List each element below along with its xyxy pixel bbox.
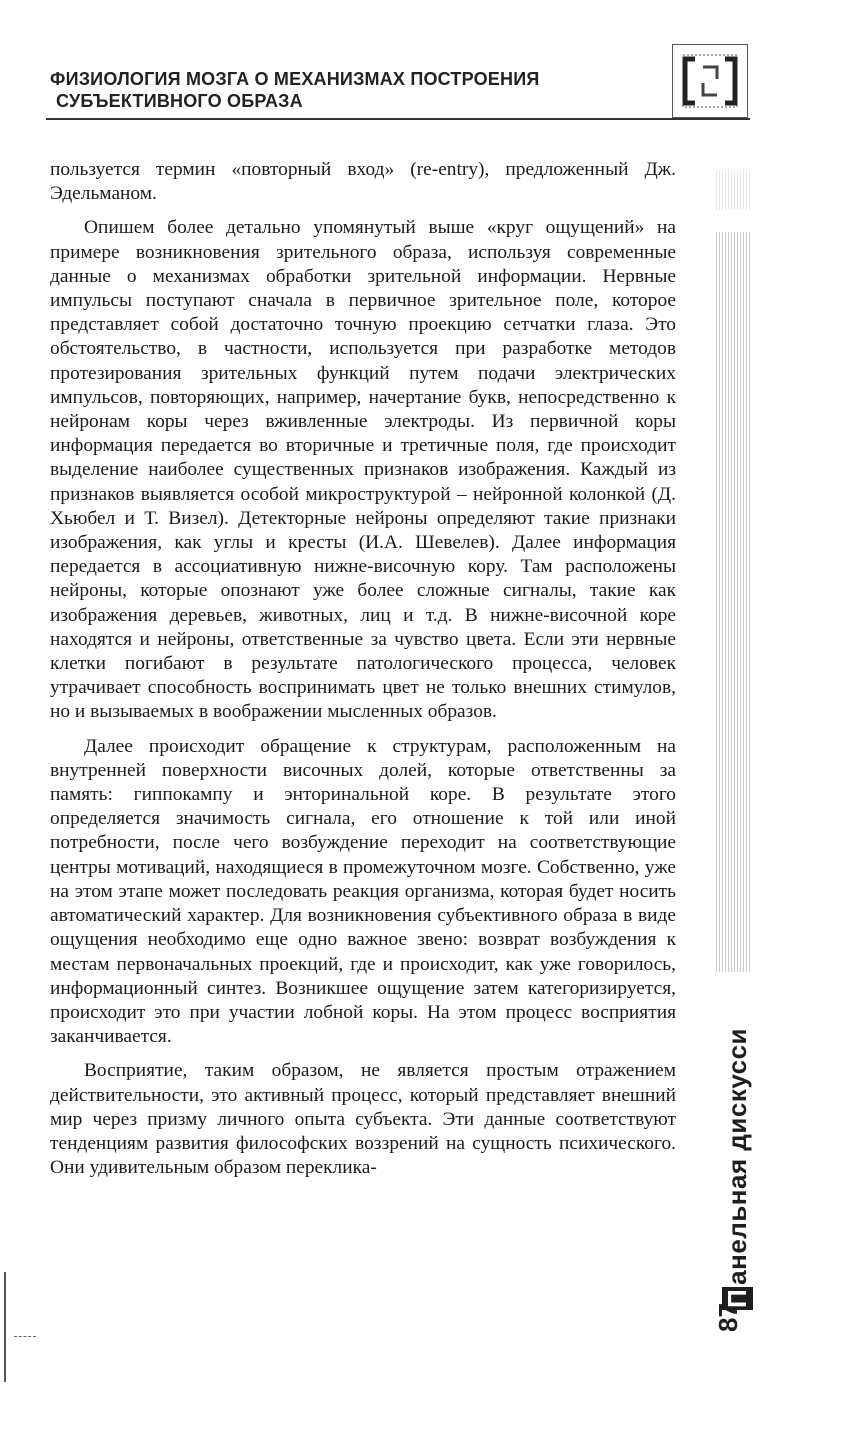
paragraph: Восприятие, таким образом, не является простым отражением действительности, это активный процесс, который представляет внешний мир через призму личного опыта субъекта. Эти данные соответствуют тенденциям развития философских воззрений на сущность психического. Они удивительным образом переклика- (50, 1060, 676, 1179)
header-title-line1: ФИЗИОЛОГИЯ МОЗГА О МЕХАНИЗМАХ ПОСТРОЕНИЯ (50, 69, 540, 89)
side-halftone-strip (716, 232, 752, 972)
section-label-text: анельная дискусси (722, 1027, 752, 1285)
bracket-frame-icon (672, 44, 748, 118)
section-label-cap: П (722, 1288, 752, 1308)
paragraph-continuation: пользуется термин «повторный вход» (re-entry), предложенный Дж. Эдельманом. (50, 159, 676, 205)
section-side-label (722, 1028, 753, 1310)
page-number: 87 (712, 1303, 743, 1332)
scan-margin-line (4, 1272, 6, 1382)
paragraph: Опишем более детально упомянутый выше «круг ощущений» на примере возникновения зрительного образа, используя современные данные о механизмах обработки зрительной информации. Нервные импульсы поступают сначала в первичное зрительное поле, которое представляет собой достаточно точную проекцию сетчатки глаза. Это обстоятельство, в частности, используется при разработке методов протезирования зрительных функций путем подачи электрических импульсов, повторяющих, например, начертание букв, непосредственно к нейронам коры через вживленные электроды. Из первичной коры информация передается во вторичные и третичные поля, где происходит выделение наиболее существенных признаков изображения. Каждый из признаков выявляется особой микроструктурой – нейронной колонкой (Д. Хьюбел и Т. Визел). Детекторные нейроны определяют такие признаки изображения, как углы и кресты (И.А. Шевелев). Далее информация передается в ассоциативную нижне-височную кору. Там расположены нейроны, которые опознают уже более сложные сигналы, такие как изображения деревьев, животных, лиц и т.д. В нижне-височной коре находятся и нейроны, ответственные за чувство цвета. Если эти нервные клетки погибают в результате патологического процесса, человек утрачивает способность воспринимать цвет не только внешних стимулов, но и вызываемых в воображении мысленных образов. (50, 217, 676, 723)
running-header (50, 68, 650, 112)
scan-margin-dash (14, 1336, 36, 1337)
paragraph: Далее происходит обращение к структурам, расположенным на внутренней поверхности височных долей, которые ответственны за память: гиппокампу и энторинальной коре. В результате этого определяется значимость сигнала, его отношение к той или иной потребности, после чего возбуждение переходит на соответствующие центры мотиваций, находящиеся в промежуточном мозге. Собственно, уже на этом этапе может последовать реакция организма, которая будет носить автоматический характер. Для возникновения субъективного образа в виде ощущения необходимо еще одно важное звено: возврат возбуждения к местам первоначальных проекций, где и происходит, как уже говорилось, информационный синтез. Возникшее ощущение затем категоризируется, происходит это при участии лобной коры. На этом процесс восприятия заканчивается. (50, 735, 676, 1048)
header-divider (46, 118, 750, 120)
side-halftone-strip (716, 170, 752, 210)
header-title-line2: СУБЪЕКТИВНОГО ОБРАЗА (56, 91, 303, 111)
article-body (50, 158, 676, 1180)
